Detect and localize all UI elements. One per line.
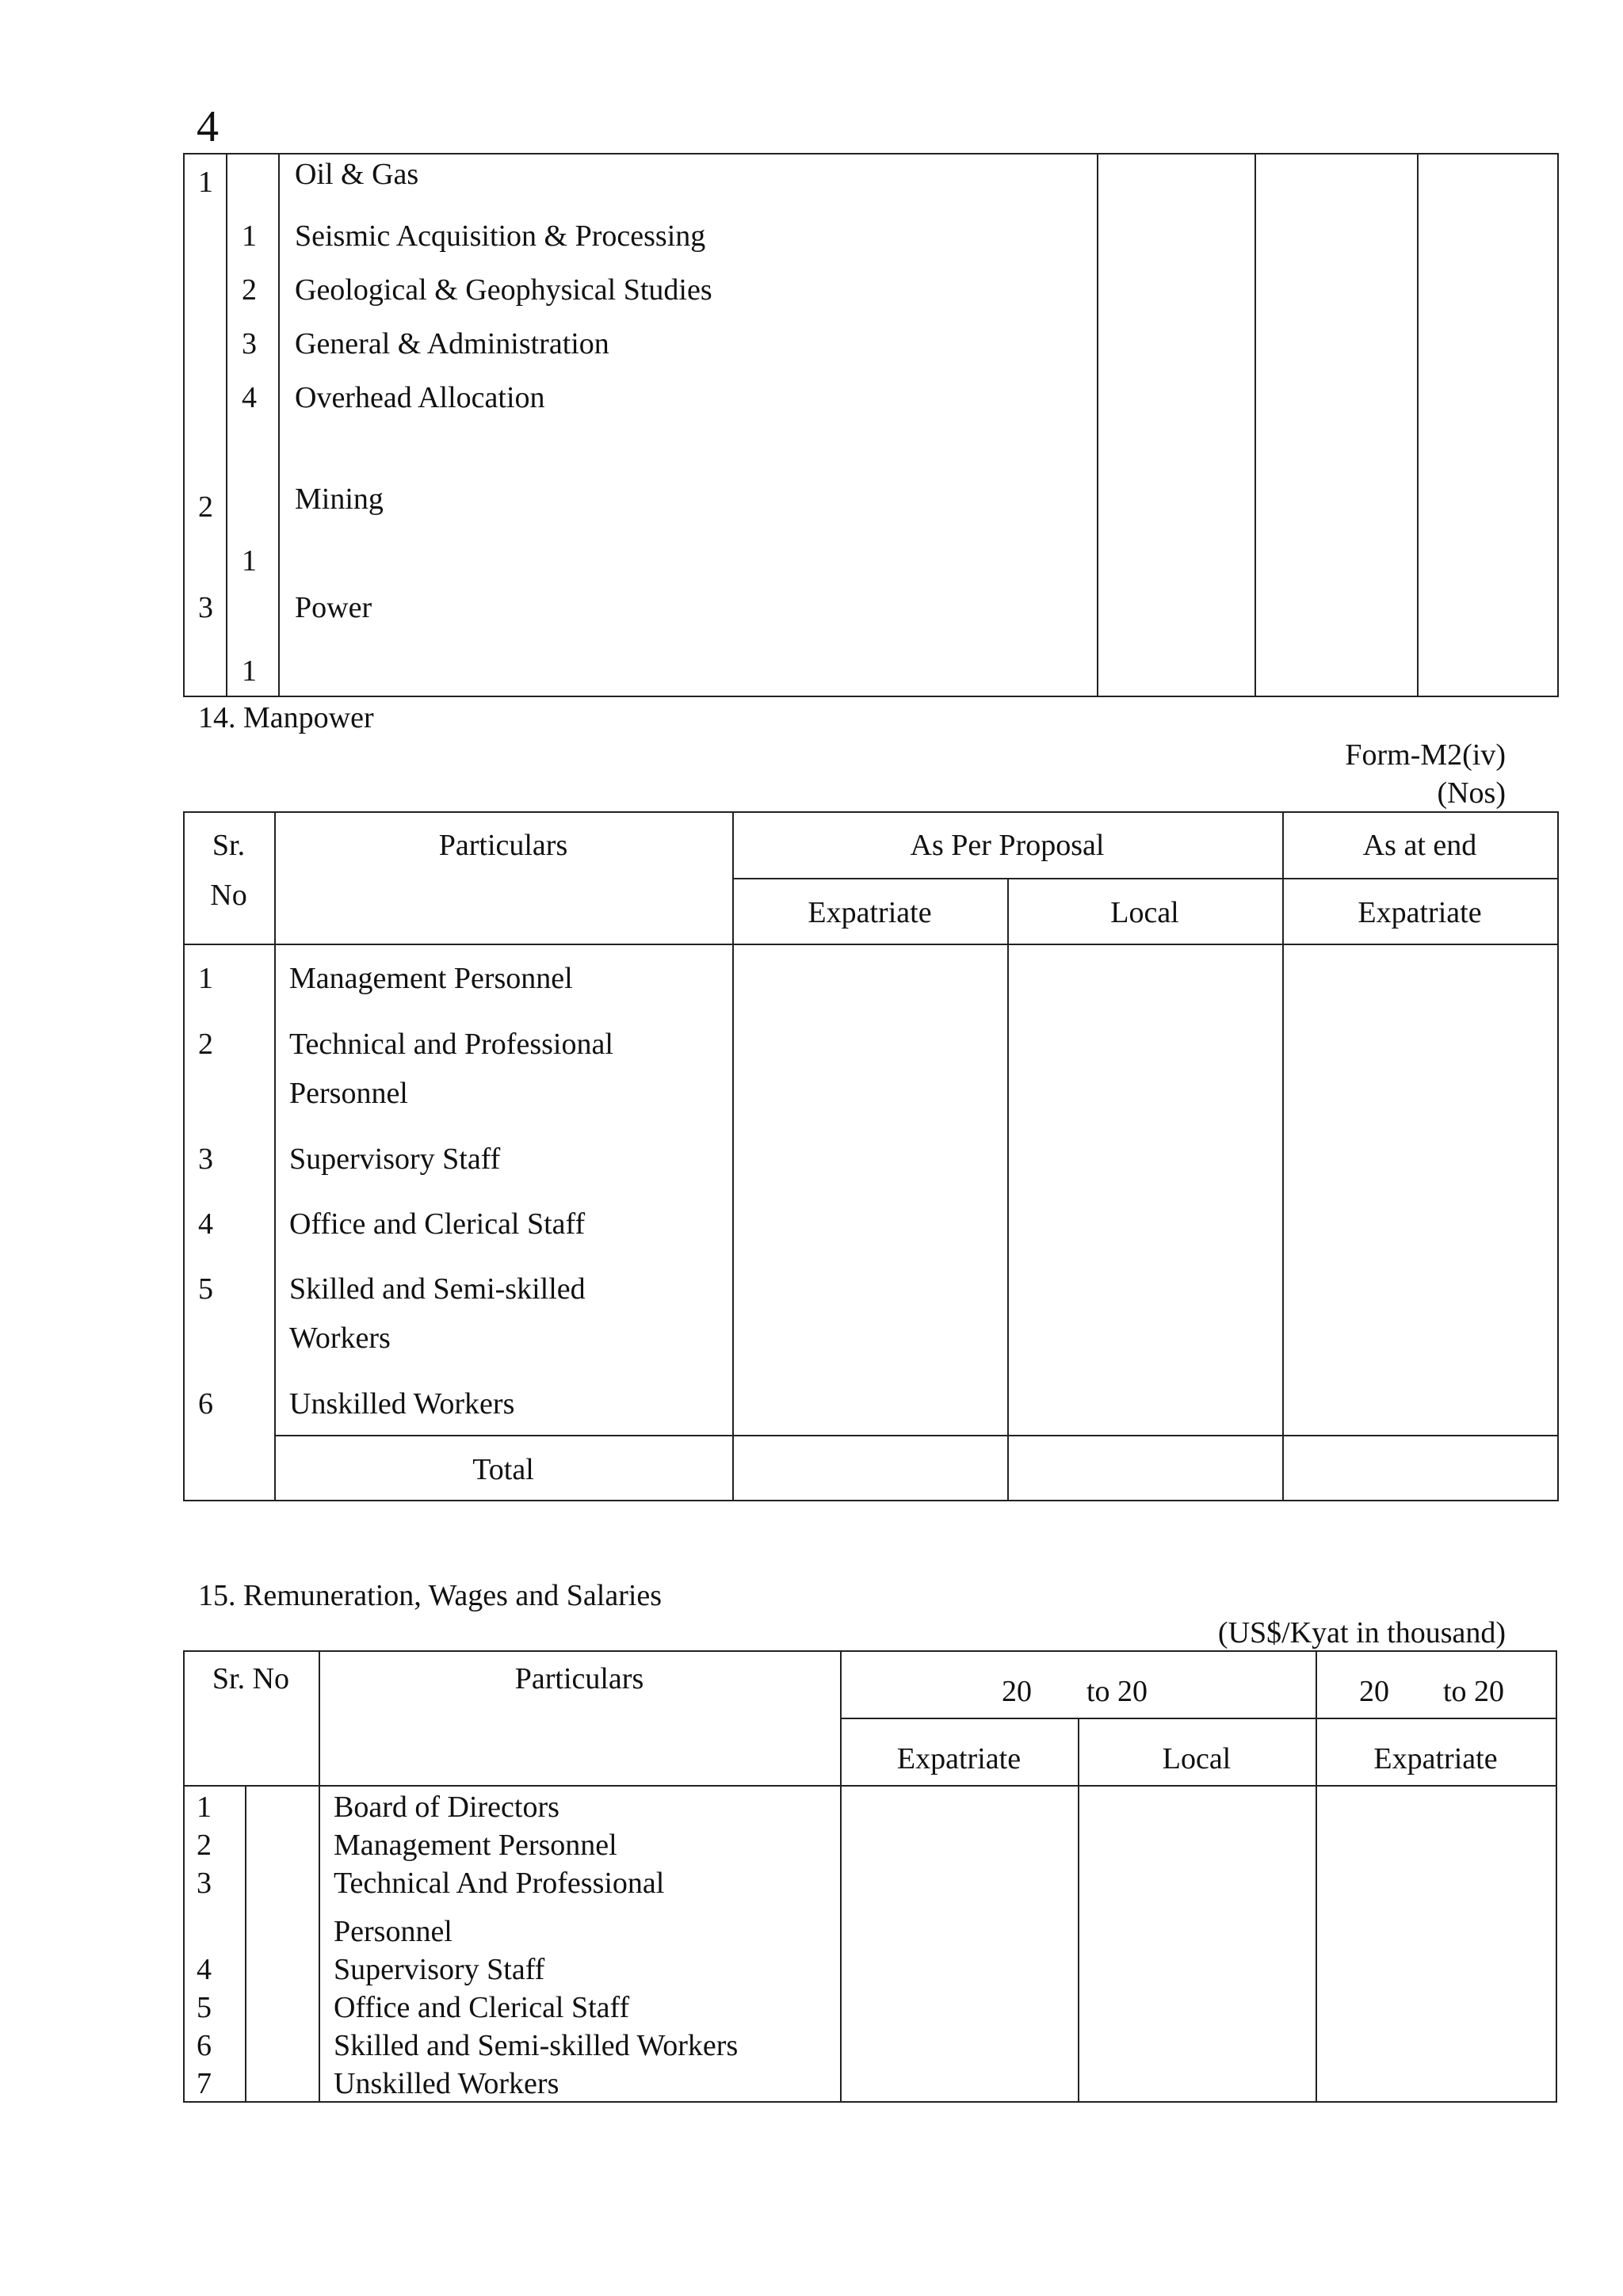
section-15-title: 15. Remuneration, Wages and Salaries — [198, 1579, 663, 1612]
table-row-number: 5 — [198, 1272, 213, 1306]
table-row-label-cont: Personnel — [334, 1915, 453, 1948]
col-header-sr-no: Sr. No — [212, 1662, 290, 1695]
col-header-as-per-proposal: As Per Proposal — [910, 829, 1105, 862]
table-row-label: Geological & Geophysical Studies — [295, 273, 712, 307]
table-row-label: Technical And Professional — [334, 1867, 665, 1900]
table-row-subnumber: 1 — [242, 654, 257, 688]
period-2-from: 20 — [1359, 1675, 1389, 1708]
table-row-label: Board of Directors — [334, 1791, 559, 1824]
col-header-no: No — [210, 879, 247, 912]
col-header-particulars: Particulars — [438, 829, 568, 862]
table-row-label: Mining — [295, 482, 384, 516]
table-row-label: Skilled and Semi-skilled Workers — [334, 2029, 739, 2062]
col-header-local: Local — [1110, 896, 1179, 929]
table-row-label: Unskilled Workers — [334, 2067, 559, 2100]
table-row-number: 3 — [197, 1867, 212, 1900]
col-header-expatriate: Expatriate — [808, 896, 932, 929]
table-row-number: 1 — [197, 1791, 212, 1824]
unit-label: (US$/Kyat in thousand) — [1217, 1616, 1506, 1650]
table-row-subnumber: 3 — [242, 327, 257, 360]
table-row-label: Office and Clerical Staff — [334, 1991, 630, 2024]
table-row-number: 4 — [197, 1953, 212, 1986]
col-header-expatriate: Expatriate — [896, 1742, 1022, 1775]
table-row-label-cont: Workers — [289, 1322, 391, 1355]
col-header-expatriate-end: Expatriate — [1358, 896, 1482, 929]
period-2-to: to 20 — [1443, 1675, 1505, 1708]
table-row-label: Unskilled Workers — [289, 1387, 515, 1421]
table-row-number: 6 — [198, 1387, 213, 1421]
table-row-subnumber: 1 — [242, 219, 257, 253]
col-header-as-at-end: As at end — [1362, 829, 1477, 862]
table-row-label: Supervisory Staff — [289, 1142, 501, 1176]
table-row-label: Technical and Professional — [289, 1028, 613, 1061]
period-1-from: 20 — [1002, 1675, 1032, 1708]
table-row-label: Skilled and Semi-skilled — [289, 1272, 586, 1306]
table-row-label: Supervisory Staff — [334, 1953, 545, 1986]
table-row-number: 2 — [197, 1829, 212, 1862]
form-code: Form-M2(iv) — [1345, 738, 1506, 772]
table-row-subnumber: 4 — [242, 381, 257, 414]
table-row-label: Management Personnel — [334, 1829, 617, 1862]
col-header-expatriate-2: Expatriate — [1373, 1742, 1498, 1775]
table-row-number: 7 — [197, 2067, 212, 2100]
unit-label: (Nos) — [1437, 776, 1506, 810]
table-row-subnumber: 1 — [242, 544, 257, 578]
col-header-particulars: Particulars — [514, 1662, 644, 1695]
table-row-label: Seismic Acquisition & Processing — [295, 219, 706, 253]
table-row-label: Overhead Allocation — [295, 381, 545, 414]
table-row-label: Office and Clerical Staff — [289, 1207, 586, 1241]
total-label: Total — [472, 1453, 534, 1486]
table-row-number: 2 — [198, 1028, 213, 1061]
table-row-number: 1 — [198, 166, 213, 199]
table-row-number: 3 — [198, 1142, 213, 1176]
table-row-label: Oil & Gas — [295, 158, 419, 191]
period-1-to: to 20 — [1086, 1675, 1148, 1708]
table-row-number: 5 — [197, 1991, 212, 2024]
col-header-sr: Sr. — [212, 829, 246, 862]
col-header-local: Local — [1162, 1742, 1232, 1775]
table-row-number: 2 — [198, 490, 213, 524]
table-row-label-cont: Personnel — [289, 1077, 408, 1110]
section-14-title: 14. Manpower — [198, 701, 374, 734]
table-row-number: 6 — [197, 2029, 212, 2062]
page-number: 4 — [197, 102, 219, 151]
table-row-number: 4 — [198, 1207, 213, 1241]
table-row-label: Management Personnel — [289, 962, 573, 995]
table-row-label: General & Administration — [295, 327, 609, 360]
table-row-number: 3 — [198, 591, 213, 624]
table-row-subnumber: 2 — [242, 273, 257, 307]
table-row-number: 1 — [198, 962, 213, 995]
table-row-label: Power — [295, 591, 372, 624]
